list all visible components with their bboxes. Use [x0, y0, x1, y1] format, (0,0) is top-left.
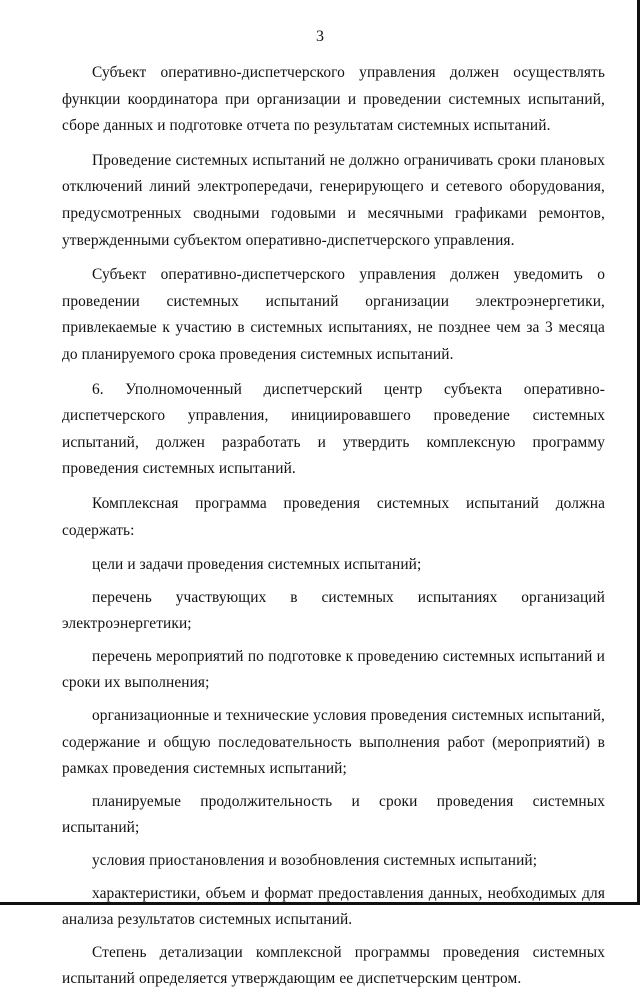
list-item-conditions: организационные и технические условия проведения системных испытаний, содержание и общую последовательность выполнения работ (мероприятий) в рамках проведения системных испытаний; [62, 707, 605, 778]
paragraph-coordinator-role: Субъект оперативно-диспетчерского управления должен осуществлять функции координатора при организации и проведении системных испытаний, сборе данных и подготовке отчета по результатам системных испытаний. [62, 64, 605, 135]
document-body [62, 60, 605, 1001]
paragraph-detail-level: Степень детализации комплексной программы проведения системных испытаний определяется утверждающим ее диспетчерским центром. [62, 943, 605, 988]
list-item-preparation-measures: перечень мероприятий по подготовке к проведению системных испытаний и сроки их выполнения; [62, 647, 605, 692]
list-item-data-format: характеристики, объем и формат предоставления данных, необходимых для анализа результатов системных испытаний. [62, 884, 605, 929]
list-item-duration: планируемые продолжительность и сроки проведения системных испытаний; [62, 792, 605, 837]
paragraph-outage-schedule: Проведение системных испытаний не должно ограничивать сроки плановых отключений линий электропередачи, генерирующего и сетевого оборудования, предусмотренных сводными годовыми и месячными графиками ремонтов, утвержденными субъектом оперативно-диспетчерского управления. [62, 151, 605, 249]
paragraph-program-contents-intro: Комплексная программа проведения системных испытаний должна содержать: [62, 494, 605, 539]
list-item-goals: цели и задачи проведения системных испытаний; [92, 556, 422, 574]
list-item-participants: перечень участвующих в системных испытаниях организаций электроэнергетики; [62, 588, 605, 633]
page-number: 3 [316, 28, 324, 45]
paragraph-notification: Субъект оперативно-диспетчерского управления должен уведомить о проведении системных испытаний организации электроэнергетики, привлекаемые к участию в системных испытаниях, не позднее чем за 3 месяца до планируемого срока проведения системных испытаний. [62, 266, 605, 363]
paragraph-program-development: 6. Уполномоченный диспетчерский центр субъекта оперативно-диспетчерского управления, инициировавшего проведение системных испытаний, должен разработать и утвердить комплексную программу проведения системных испытаний. [62, 380, 605, 478]
list-item-suspension: условия приостановления и возобновления системных испытаний; [92, 852, 538, 870]
